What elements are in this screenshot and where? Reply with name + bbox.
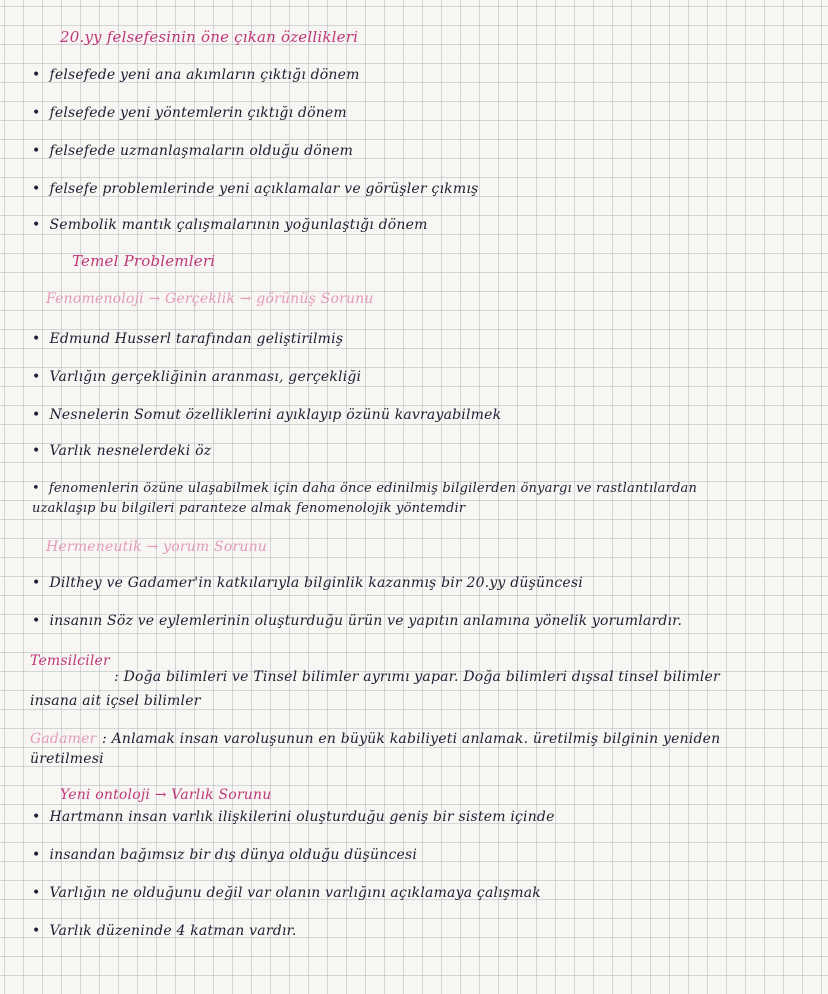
list-item: • felsefede yeni ana akımların çıktığı dönem [32, 66, 360, 84]
gadamer-text-continuation: üretilmesi [30, 751, 104, 767]
list-item: • Edmund Husserl tarafından geliştirilmiş [32, 330, 343, 348]
list-item: • felsefe problemlerinde yeni açıklamalar ve görüşler çıkmış [32, 180, 478, 198]
list-item: • felsefede uzmanlaşmaların olduğu dönem [32, 142, 353, 160]
gadamer-label: Gadamer [30, 731, 97, 747]
subsection-heading: Fenomenoloji → Gerçeklik → görünüş Sorunu [46, 291, 374, 307]
temsilciler-text-continuation: insana ait içsel bilimler [30, 693, 201, 709]
list-item: • Varlık düzeninde 4 katman vardır. [32, 922, 297, 940]
subsection-heading: Yeni ontoloji → Varlık Sorunu [60, 787, 272, 803]
temsilciler-label: Temsilciler [30, 653, 110, 669]
list-item: • Varlığın gerçekliğinin aranması, gerçekliği [32, 368, 361, 386]
list-item: • felsefede yeni yöntemlerin çıktığı dönem [32, 104, 347, 122]
list-item: • insandan bağımsız bir dış dünya olduğu düşüncesi [32, 846, 417, 864]
list-item: • Hartmann insan varlık ilişkilerini oluşturduğu geniş bir sistem içinde [32, 808, 555, 826]
section-heading: Temel Problemleri [72, 252, 216, 270]
list-item: • Varlık nesnelerdeki öz [32, 442, 211, 460]
section-title: 20.yy felsefesinin öne çıkan özellikleri [60, 28, 359, 46]
list-item: • insanın Söz ve eylemlerinin oluşturduğu ürün ve yapıtın anlamına yönelik yorumlardır. [32, 612, 682, 630]
list-item: • fenomenlerin özüne ulaşabilmek için daha önce edinilmiş bilgilerden önyargı ve rastlantılardan [32, 480, 697, 498]
list-item-continuation: uzaklaşıp bu bilgileri paranteze almak fenomenolojik yöntemdir [32, 501, 466, 516]
list-item: • Varlığın ne olduğunu değil var olanın varlığını açıklamaya çalışmak [32, 884, 541, 902]
temsilciler-text: : Doğa bilimleri ve Tinsel bilimler ayrımı yapar. Doğa bilimleri dışsal tinsel bilimler [114, 669, 720, 685]
list-item: • Dilthey ve Gadamer'in katkılarıyla bilginlik kazanmış bir 20.yy düşüncesi [32, 574, 583, 592]
subsection-heading: Hermeneutik → yorum Sorunu [46, 539, 268, 555]
list-item: • Nesnelerin Somut özelliklerini ayıklayıp özünü kavrayabilmek [32, 406, 501, 424]
gadamer-text: : Anlamak insan varoluşunun en büyük kabiliyeti anlamak. üretilmiş bilginin yeniden [102, 731, 721, 747]
list-item: • Sembolik mantık çalışmalarının yoğunlaştığı dönem [32, 216, 428, 234]
